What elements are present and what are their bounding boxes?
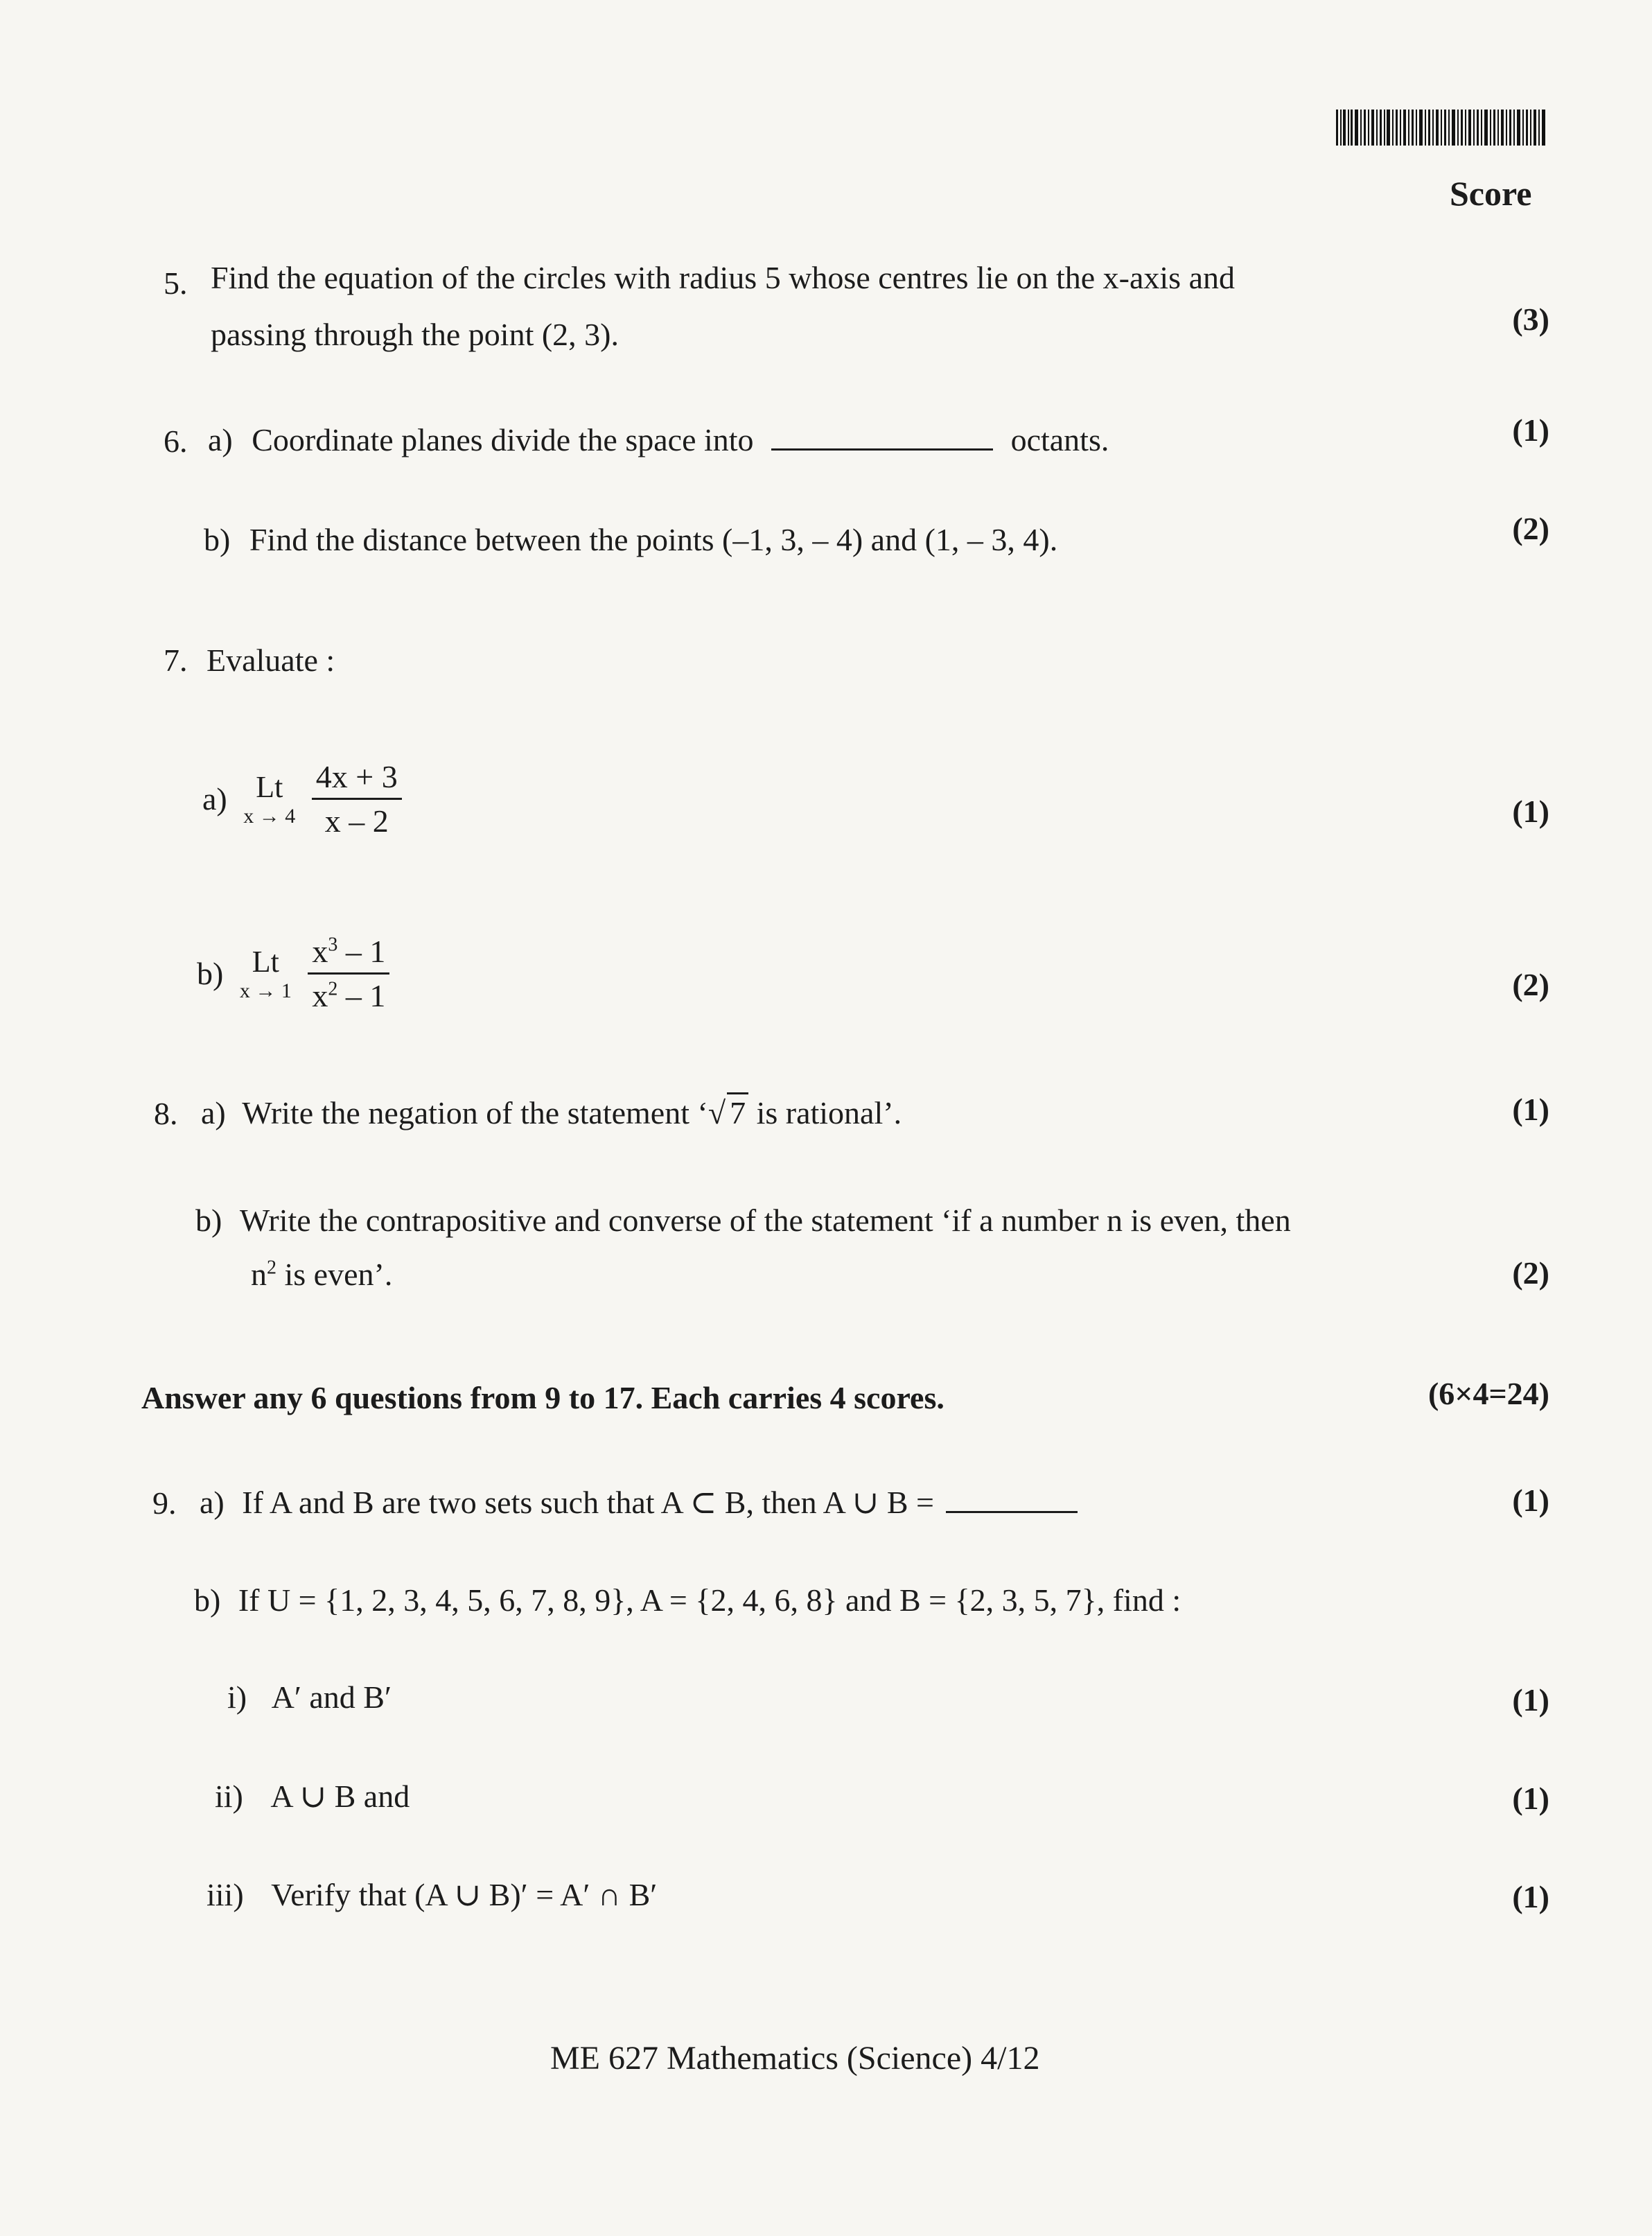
- q7a-fraction: [312, 758, 402, 839]
- q9b: [194, 1582, 1181, 1618]
- q9b-i-text: A′ and B′: [271, 1679, 392, 1715]
- q5-line1: Find the equation of the circles with radius 5 whose centres lie on the x-axis and: [211, 260, 1235, 295]
- q7b-label: b): [197, 956, 224, 991]
- q7b-lt: Lt: [252, 945, 279, 979]
- q7b: [197, 933, 389, 1014]
- q8b-line1: [195, 1202, 1291, 1239]
- q9a-blank: [946, 1511, 1078, 1513]
- q9b-ii-text: A ∪ B and: [270, 1779, 410, 1814]
- q7b-fraction: [308, 933, 389, 1014]
- q9b-i-label: i): [227, 1679, 247, 1715]
- q8-number: 8.: [154, 1096, 178, 1131]
- q7a: [202, 758, 402, 839]
- score-header: Score: [1450, 174, 1532, 213]
- q8a-score: (1): [1512, 1092, 1549, 1127]
- q7b-denominator: $x^2 - 1$: [312, 978, 386, 1013]
- q8b-label: b): [195, 1203, 222, 1238]
- q8a: [201, 1092, 902, 1131]
- q7-number: 7.: [164, 643, 188, 678]
- q9b-ii-label: ii): [215, 1779, 243, 1814]
- q9b-i: [227, 1679, 392, 1715]
- q7a-denominator: x – 2: [324, 803, 389, 839]
- q9a-score: (1): [1512, 1483, 1549, 1518]
- q9b-iii-text: Verify that (A ∪ B)′ = A′ ∩ B′: [271, 1877, 658, 1912]
- q7a-score: (1): [1512, 794, 1549, 829]
- q7b-numerator: $x^3 - 1$: [308, 933, 389, 975]
- q5-number: 5.: [164, 265, 188, 301]
- q6a-text: Coordinate planes divide the space into: [252, 422, 754, 457]
- q9b-text: If U = {1, 2, 3, 4, 5, 6, 7, 8, 9}, A = {2, 4, 6, 8} and B = {2, 3, 5, 7}, find :: [238, 1582, 1181, 1618]
- barcode-icon: [1336, 110, 1545, 146]
- q9b-iii-score: (1): [1512, 1879, 1549, 1914]
- q7b-score: (2): [1512, 967, 1549, 1002]
- q9b-iii: [206, 1876, 657, 1913]
- q8a-label: a): [201, 1095, 226, 1130]
- q9b-ii-score: (1): [1512, 1781, 1549, 1816]
- q9-number: 9.: [152, 1485, 177, 1521]
- q8a-text: Write the negation of the statement ‘: [242, 1095, 708, 1130]
- q7a-sub: x → 4: [243, 805, 296, 828]
- q6a-text-after: octants.: [1010, 422, 1109, 457]
- q8b-line2: $n^2$ is even’.: [251, 1257, 393, 1292]
- section-total: (6×4=24): [1427, 1376, 1549, 1411]
- q6a: [208, 421, 1109, 458]
- page-footer: ME 627 Mathematics (Science) 4/12: [550, 2040, 1040, 2077]
- q7a-numerator: 4x + 3: [312, 758, 402, 800]
- q7a-limit: [243, 769, 295, 828]
- q7b-limit: [240, 944, 292, 1003]
- q9b-i-score: (1): [1512, 1682, 1549, 1718]
- q9b-iii-label: iii): [206, 1877, 244, 1912]
- q9a-text: If A and B are two sets such that A ⊂ B, then A ∪ B =: [242, 1485, 934, 1520]
- section-instruction: Answer any 6 questions from 9 to 17. Each carries 4 scores.: [141, 1380, 944, 1415]
- q6b-score: (2): [1512, 511, 1549, 546]
- q6a-label: a): [208, 422, 233, 457]
- q8b-text: Write the contrapositive and converse of the statement ‘if a number n is even, then: [239, 1203, 1291, 1238]
- q9a-label: a): [200, 1485, 225, 1520]
- q9a: [200, 1483, 1078, 1521]
- q7a-label: a): [202, 781, 227, 816]
- q5-line2: passing through the point (2, 3).: [211, 317, 619, 352]
- q8b-score: (2): [1512, 1255, 1549, 1291]
- q9b-label: b): [194, 1582, 221, 1618]
- q7-title: Evaluate :: [206, 643, 335, 678]
- q6a-score: (1): [1512, 412, 1549, 448]
- q6b-text: Find the distance between the points (–1, 3, – 4) and (1, – 3, 4).: [249, 522, 1058, 557]
- q6b: [204, 521, 1057, 558]
- q7a-lt: Lt: [256, 770, 283, 804]
- q8a-text-after: is rational’.: [748, 1095, 902, 1130]
- q8a-radicand: 7: [727, 1092, 748, 1131]
- sqrt-symbol: √: [708, 1095, 726, 1130]
- q7b-sub: x → 1: [239, 979, 292, 1002]
- q6-number: 6.: [164, 423, 188, 459]
- q6a-blank: [771, 448, 993, 451]
- q6b-label: b): [204, 522, 231, 557]
- q5-score: (3): [1512, 302, 1549, 337]
- q9b-ii: [215, 1777, 410, 1815]
